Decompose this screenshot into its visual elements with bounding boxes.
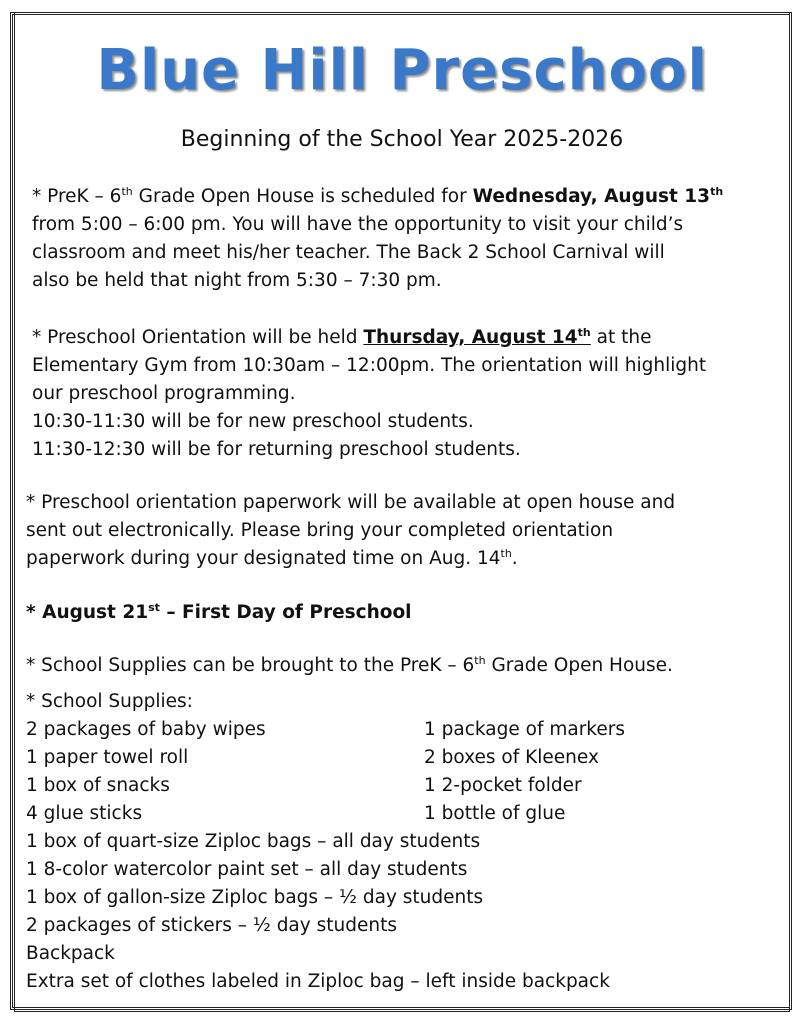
supplies-row [26, 800, 610, 828]
supply-item: 1 bottle of glue [424, 803, 566, 824]
open-house-line-4: also be held that night from 5:30 – 7:30 pm. [32, 270, 442, 291]
supply-item: 1 paper towel roll [26, 747, 189, 768]
supply-item: 2 boxes of Kleenex [424, 747, 599, 768]
paperwork-line-1: * Preschool orientation paperwork will be available at open house and [26, 492, 676, 513]
supplies-row [26, 744, 610, 772]
orientation-line-1: * Preschool Orientation will be held Thursday, August 14th at the [32, 326, 652, 348]
supplies-row [26, 716, 625, 744]
page-title: Blue Hill Preschool [96, 38, 708, 103]
paperwork-line-3: paperwork during your designated time on Aug. 14th. [26, 547, 518, 569]
supply-extra-item: 1 8-color watercolor paint set – all day students [26, 859, 468, 880]
paperwork-line-2: sent out electronically. Please bring your completed orientation [26, 520, 614, 541]
open-house-line-1: * PreK – 6th Grade Open House is scheduled for Wednesday, August 13th [32, 185, 724, 207]
page-subtitle: Beginning of the School Year 2025-2026 [180, 127, 624, 152]
supply-extra-item: Backpack [26, 943, 115, 964]
supply-item: 4 glue sticks [26, 803, 143, 824]
orientation-line-3: our preschool programming. [32, 383, 296, 404]
supplies-note-line: * School Supplies can be brought to the PreK – 6th Grade Open House. [26, 654, 673, 676]
orientation-line-2: Elementary Gym from 10:30am – 12:00pm. The orientation will highlight [32, 355, 707, 376]
supply-extra-item: 2 packages of stickers – ½ day students [26, 915, 397, 936]
supplies-heading: * School Supplies: [26, 691, 193, 712]
supplies-note-section [26, 652, 673, 680]
open-house-section [32, 183, 723, 295]
supply-extra-item: 1 box of quart-size Ziploc bags – all day students [26, 831, 481, 852]
open-house-line-3: classroom and meet his/her teacher. The Back 2 School Carnival will [32, 242, 665, 263]
supply-item: 1 box of snacks [26, 775, 170, 796]
paperwork-section [26, 489, 675, 573]
open-house-date: Wednesday, August 13th [472, 185, 724, 207]
supply-extra-item: 1 box of gallon-size Ziploc bags – ½ day students [26, 887, 484, 908]
supply-item: 1 package of markers [424, 719, 625, 740]
orientation-section [32, 324, 706, 464]
first-day-section [26, 599, 412, 627]
supplies-row [26, 772, 610, 800]
supplies-section [26, 688, 625, 996]
orientation-line-4: 10:30-11:30 will be for new preschool students. [32, 411, 474, 432]
supply-extra-item: Extra set of clothes labeled in Ziploc bag – left inside backpack [26, 971, 610, 992]
orientation-date: Thursday, August 14th [363, 326, 591, 348]
supply-item: 1 2-pocket folder [424, 775, 582, 796]
supply-item: 2 packages of baby wipes [26, 719, 266, 740]
open-house-line-2: from 5:00 – 6:00 pm. You will have the opportunity to visit your child’s [32, 214, 684, 235]
orientation-line-5: 11:30-12:30 will be for returning preschool students. [32, 439, 521, 460]
first-day-line: * August 21st – First Day of Preschool [26, 601, 412, 623]
